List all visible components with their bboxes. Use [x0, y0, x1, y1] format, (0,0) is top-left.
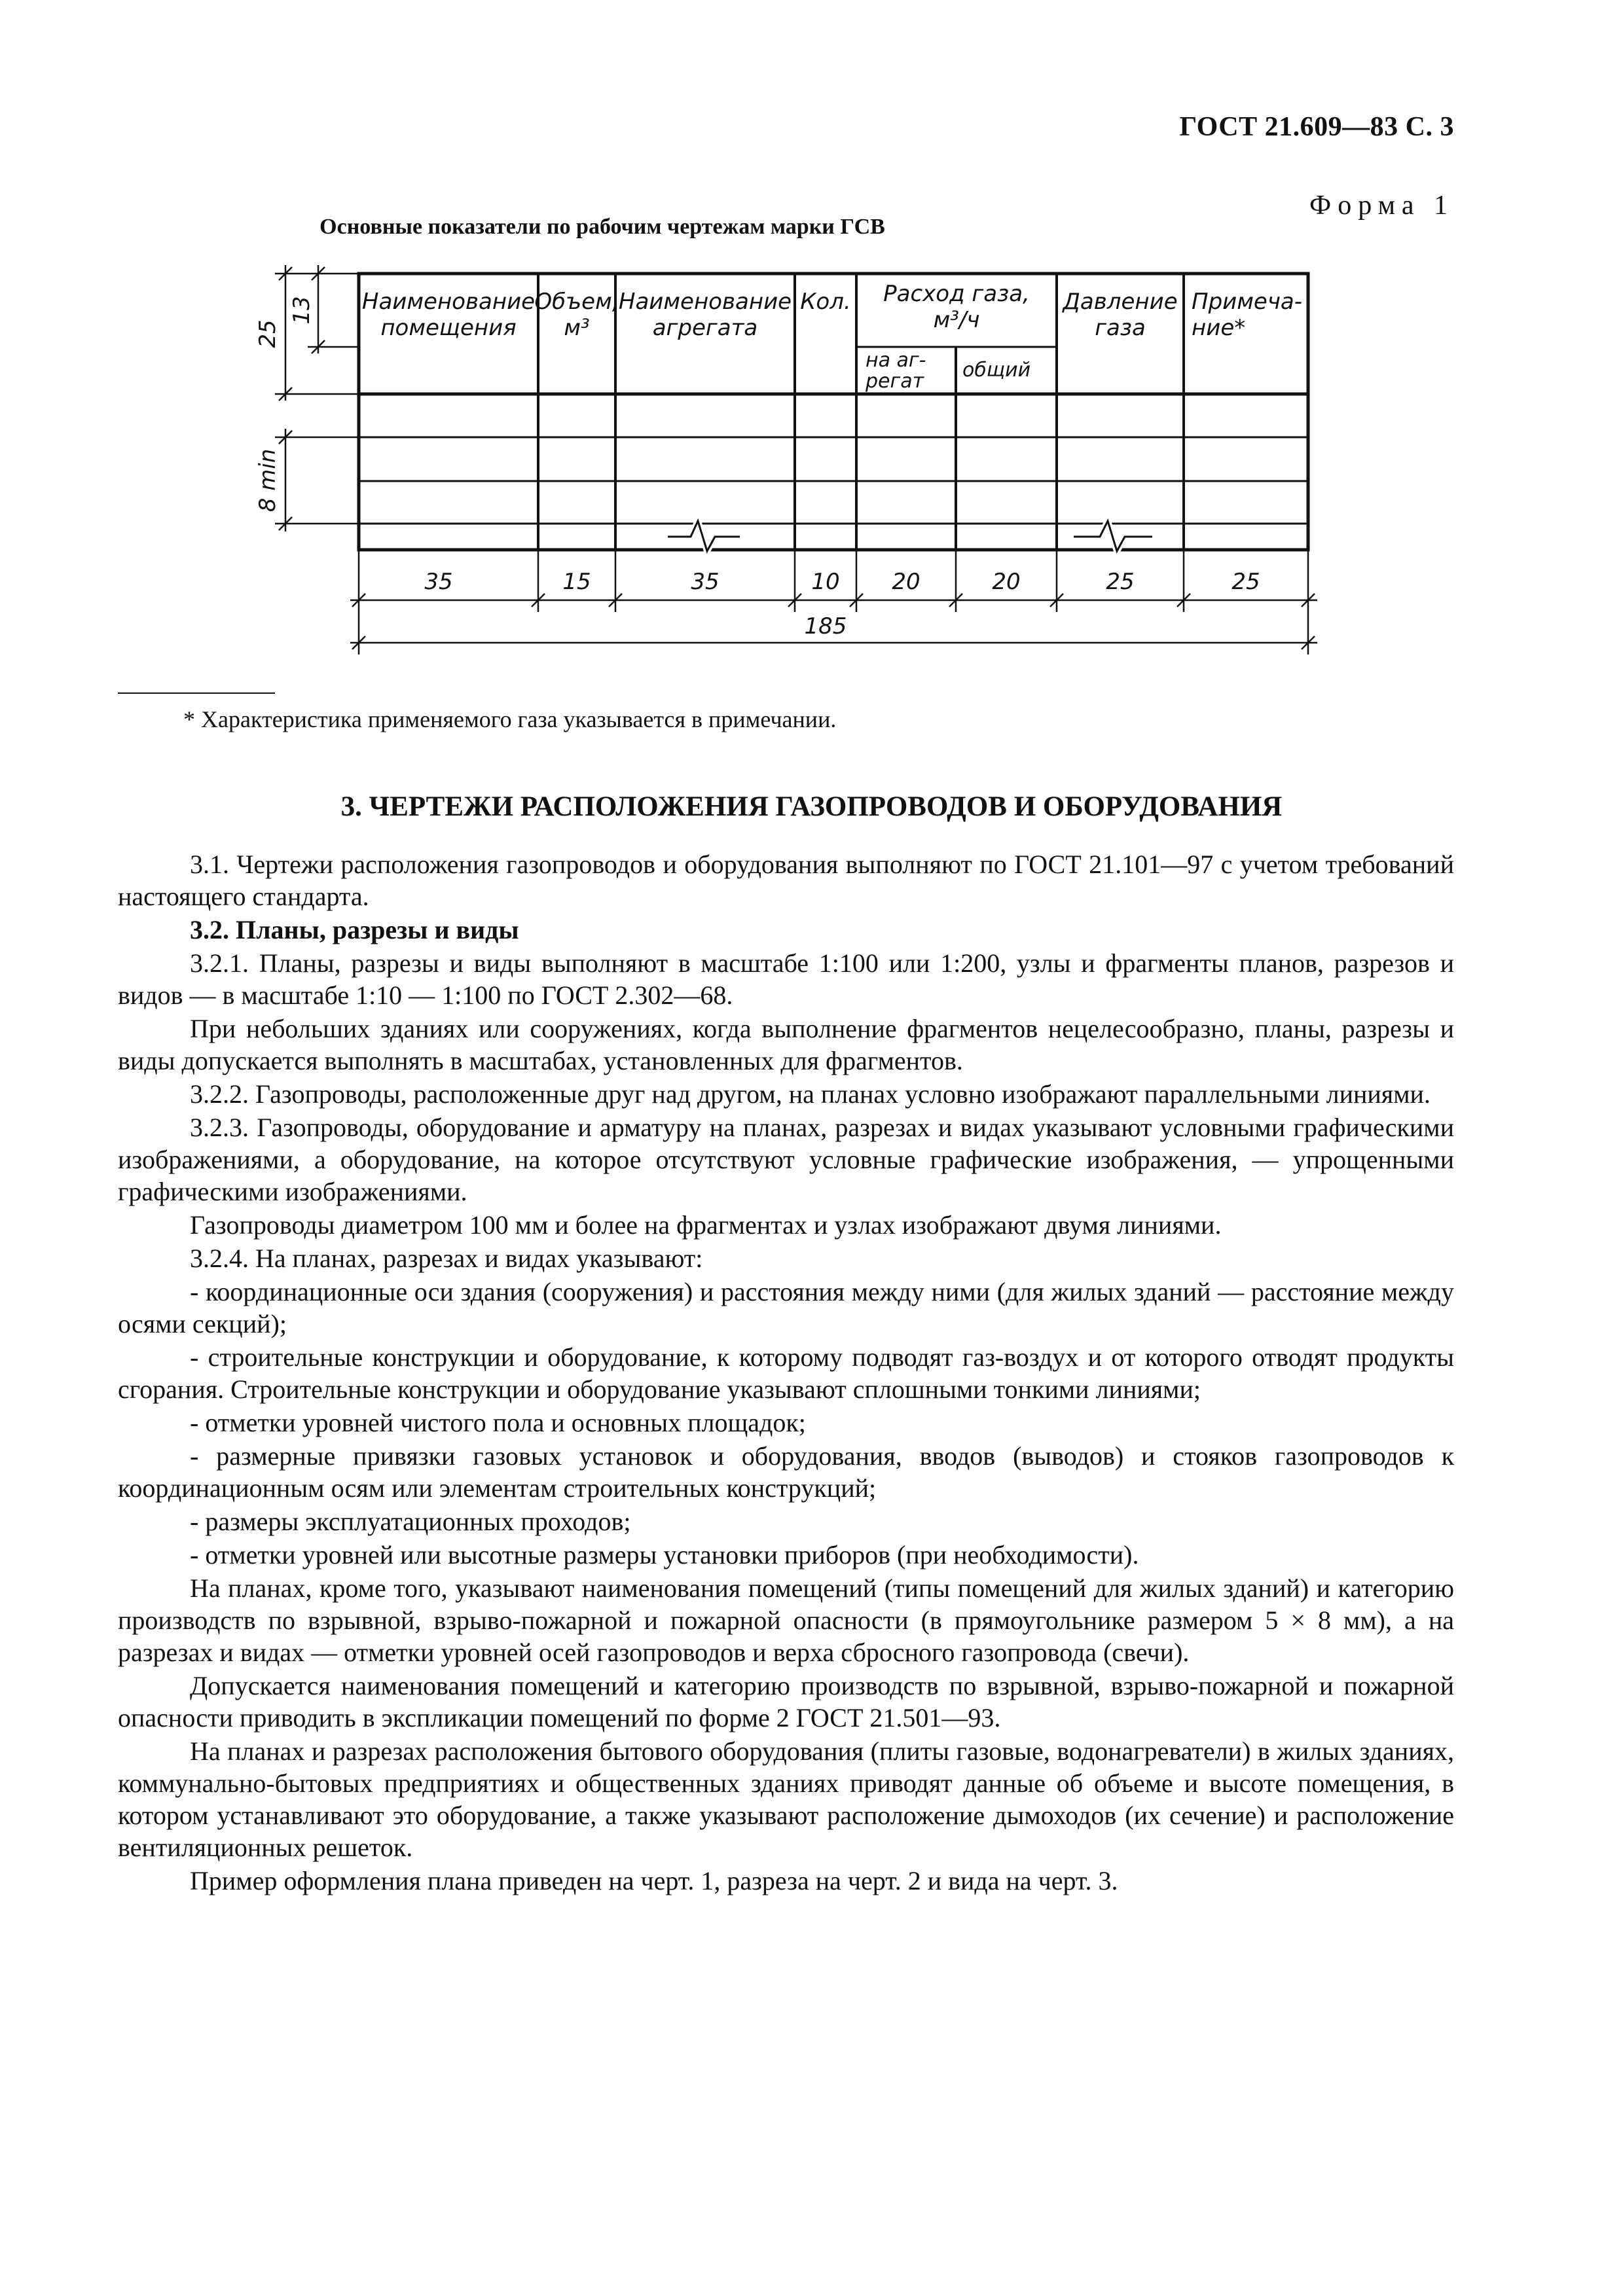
col-header-gasflow-2: м³/ч: [933, 307, 980, 333]
col-header-pressure-1: Давление: [1063, 289, 1178, 315]
list-item: - размерные привязки газовых установок и оборудования, вводов (выводов) и стояков газопроводов к координационным осям или элементам строительных конструкций;: [118, 1441, 1454, 1503]
vertical-dimensions: [275, 265, 359, 531]
form-title: Основные показатели по рабочим чертежам марки ГСВ: [319, 215, 885, 239]
column-dividers: [538, 274, 1184, 550]
dim-total: 185: [804, 613, 847, 639]
dim-header-height: 25: [255, 319, 281, 348]
paragraph: Газопроводы диаметром 100 мм и более на фрагментах и узлах изображают двумя линиями.: [190, 1210, 1222, 1240]
col-header-volume-2: м³: [564, 315, 590, 341]
dim-col-5: 20: [892, 569, 921, 595]
paragraph: На планах и разрезах расположения бытового оборудования (плиты газовые, водонагреватели) в жилых зданиях, коммунально-бытовых предприятиях и общественных зданиях приводят данные об объеме и высоте помещения, в котором устанавливают это оборудование, а также указывают расположение дымоходов (их сечение) и расположение вентиляционных решеток.: [118, 1736, 1454, 1862]
dim-col-1: 35: [424, 569, 453, 595]
paragraph: При небольших зданиях или сооружениях, когда выполнение фрагментов нецелесообразно, планы, разрезы и виды допускается выполнять в масштабах, установленных для фрагментов.: [118, 1014, 1454, 1075]
paragraph: 3.2.2. Газопроводы, расположенные друг над другом, на планах условно изображают параллельными линиями.: [190, 1079, 1431, 1109]
form-table-drawing: [0, 0, 1623, 681]
document-reference: ГОСТ 21.609—83 С. 3: [1179, 112, 1454, 142]
list-item: - отметки уровней или высотные размеры установки приборов (при необходимости).: [190, 1540, 1139, 1570]
col-header-room-2: помещения: [380, 315, 517, 341]
subcol-total: общий: [962, 359, 1031, 382]
subcol-per-unit-1: на аг-: [866, 349, 926, 372]
paragraph: На планах, кроме того, указывают наименования помещений (типы помещений для жилых зданий) и категорию производств по взрывной, взрыво-пожарной и пожарной опасности (в прямоугольнике размером 5 × 8 мм), а на разрезах и видах — отметки уровней осей газопроводов и верха сбросного газопровода (свечи).: [118, 1573, 1454, 1667]
section-body: [118, 848, 1454, 1898]
list-item: - отметки уровней чистого пола и основных площадок;: [190, 1408, 806, 1437]
dim-row-height: 8 min: [255, 448, 281, 512]
paragraph: Допускается наименования помещений и категорию производств по взрывной, взрыво-пожарной и пожарной опасности приводить в экспликации помещений по форме 2 ГОСТ 21.501—93.: [118, 1671, 1454, 1732]
section-title: 3. ЧЕРТЕЖИ РАСПОЛОЖЕНИЯ ГАЗОПРОВОДОВ И ОБОРУДОВАНИЯ: [340, 791, 1283, 822]
form-label: Форма 1: [1309, 190, 1454, 221]
subcol-per-unit-2: регат: [866, 370, 924, 393]
dim-col-4: 10: [811, 569, 840, 595]
col-header-volume-1: Объем,: [534, 289, 619, 315]
col-header-note-2: ние*: [1192, 315, 1246, 341]
footnote-rule: [118, 692, 275, 694]
paragraph: Пример оформления плана приведен на черт. 1, разреза на черт. 2 и вида на черт. 3.: [190, 1866, 1118, 1895]
paragraph: 3.2.3. Газопроводы, оборудование и арматуру на планах, разрезах и видах указывают условными графическими изображениями, а оборудование, на которое отсутствуют условные графические изображения, — упрощенными графическими изображениями.: [118, 1113, 1454, 1206]
list-item: - строительные конструкции и оборудование, к которому подводят газ-воздух и от которого отводят продукты сгорания. Строительные конструкции и оборудование указывают сплошными тонкими линиями;: [118, 1342, 1454, 1404]
dim-col-2: 15: [562, 569, 591, 595]
col-header-note-1: Примеча-: [1192, 289, 1303, 315]
table-rows: [359, 437, 1308, 524]
paragraph: 3.1. Чертежи расположения газопроводов и оборудования выполняют по ГОСТ 21.101—97 с учетом требований настоящего стандарта.: [118, 850, 1454, 911]
dim-col-8: 25: [1231, 569, 1260, 595]
col-header-pressure-2: газа: [1095, 315, 1146, 341]
col-header-count: Кол.: [800, 289, 851, 315]
col-header-unit-1: Наименование: [618, 289, 792, 315]
paragraph: 3.2.1. Планы, разрезы и виды выполняют в масштабе 1:100 или 1:200, узлы и фрагменты планов, разрезов и видов — в масштабе 1:10 — 1:100 по ГОСТ 2.302—68.: [118, 948, 1454, 1010]
list-item: - размеры эксплуатационных проходов;: [190, 1507, 631, 1536]
footnote: * Характеристика применяемого газа указывается в примечании.: [183, 706, 837, 732]
dim-sub-header: 13: [289, 296, 315, 325]
subsection-heading: 3.2. Планы, разрезы и виды: [190, 915, 519, 944]
col-header-unit-2: агрегата: [652, 315, 758, 341]
list-item: - координационные оси здания (сооружения) и расстояния между ними (для жилых зданий — расстояние между осями секций);: [118, 1277, 1454, 1338]
dim-col-6: 20: [992, 569, 1021, 595]
dim-col-3: 35: [691, 569, 720, 595]
paragraph: 3.2.4. На планах, разрезах и видах указывают:: [190, 1244, 703, 1273]
col-header-room-1: Наименование: [361, 289, 536, 315]
col-header-gasflow-1: Расход газа,: [883, 281, 1030, 307]
dim-col-7: 25: [1106, 569, 1135, 595]
